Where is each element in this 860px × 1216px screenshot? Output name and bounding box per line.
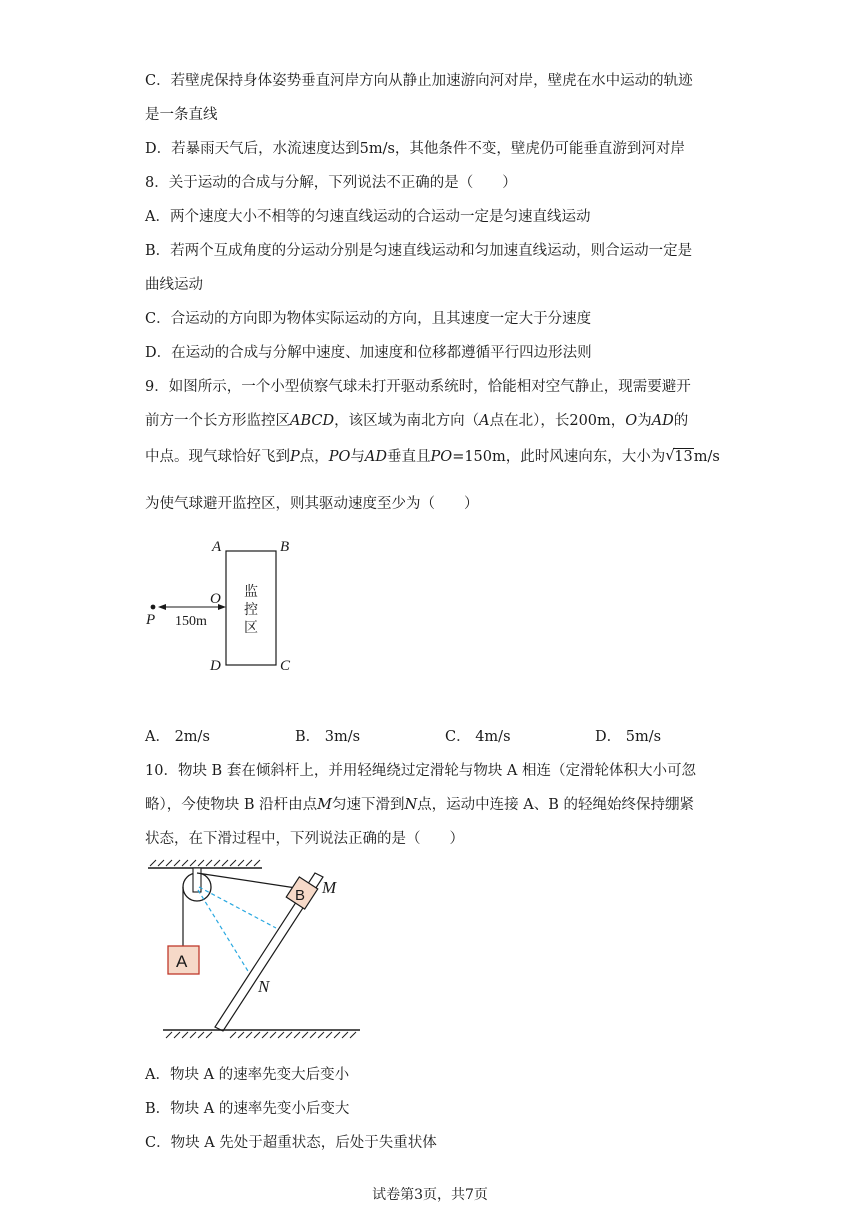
ground-hatch [166,1032,356,1038]
sqrt-symbol: √ 13 [665,446,693,465]
q10-option-b: B．物块 A 的速率先变小后变大 [145,1101,350,1117]
q9-text: m/s [693,449,720,465]
q9-text: 前方一个长方形监控区 [145,413,290,429]
block-a-label: A [176,952,188,971]
q9-var: A [479,413,490,429]
q8-option-d: D．在运动的合成与分解中速度、加速度和位移都遵循平行四边形法则 [145,345,592,361]
q10-text: 略），今使物块 B 沿杆由点 [145,797,318,813]
dashed-rope-1 [199,887,276,928]
zone-char-3: 区 [244,620,258,636]
block-b-label: B [295,887,306,904]
q7-option-c-line2: 是一条直线 [145,107,218,123]
dashed-rope-2 [198,890,251,976]
q7-option-c-line1: C．若壁虎保持身体姿势垂直河岸方向从静止加速游向河对岸，壁虎在水中运动的轨迹 [145,73,693,89]
label-n: N [258,977,270,996]
zone-char-1: 监 [244,584,258,600]
q8-option-c: C．合运动的方向即为物体实际运动的方向，且其速度一定大于分速度 [145,311,592,327]
q8-option-b-line1: B．若两个互成角度的分运动分别是匀速直线运动和匀加速直线运动，则合运动一定是 [145,243,693,259]
q10-var: M [317,797,332,813]
q9-text: 点在北），长200m， [489,413,626,429]
zone-char-2: 控 [244,602,258,618]
label-b: B [280,539,290,555]
q9-text: 点， [299,449,329,465]
label-o: O [210,591,221,607]
q10-var: N [404,797,418,813]
q10-text: 匀速下滑到 [331,797,405,813]
q10-option-a: A．物块 A 的速率先变大后变小 [145,1067,350,1083]
q9-var: O [625,413,638,429]
q9-stem-line1: 9．如图所示，一个小型侦察气球未打开驱动系统时，恰能相对空气静止，现需要避开 [145,379,691,395]
q9-text: 为 [637,413,652,429]
page-footer: 试卷第3页，共7页 [372,1187,488,1203]
q8-option-a: A．两个速度大小不相等的匀速直线运动的合运动一定是匀速直线运动 [145,209,591,225]
label-c: C [280,658,291,674]
q9-var: ABCD [290,413,335,429]
q9-text: ，该区域为南北方向（ [334,413,480,429]
label-m: M [322,878,337,897]
q10-stem-line3: 状态，在下滑过程中，下列说法正确的是（ ） [145,831,464,847]
q9-text: =150m，此时风速向东，大小为 [452,449,666,465]
q7-option-d: D．若暴雨天气后，水流速度达到5m/s，其他条件不变，壁虎仍可能垂直游到河对岸 [145,141,685,157]
distance-label: 150m [175,614,207,629]
q9-text: 中点。现气球恰好飞到 [145,449,290,465]
label-p: P [146,612,156,628]
ceiling-hatch [150,860,260,866]
pulley-mount [193,868,201,892]
q9-var: AD [364,449,388,465]
q9-option-c: C． 4m/s [445,729,511,745]
rope-to-b [197,873,296,888]
label-a: A [212,539,222,555]
q9-option-d: D． 5m/s [595,729,662,745]
q10-text: 点，运动中连接 A、B 的轻绳始终保持绷紧 [417,797,695,813]
q9-text: 垂直且 [387,449,431,465]
q8-stem: 8．关于运动的合成与分解，下列说法不正确的是（ ） [145,175,517,191]
q9-var: PO [328,449,351,465]
q8-option-b-line2: 曲线运动 [145,277,203,293]
q9-text: 的 [673,413,689,429]
q9-var: PO [430,449,453,465]
label-d: D [210,658,221,674]
q9-option-b: B． 3m/s [295,729,361,745]
q9-var: P [290,449,300,465]
q9-text: 与 [350,449,365,465]
q9-option-a: A． 2m/s [145,729,210,745]
q10-option-c: C．物块 A 先处于超重状态，后处于失重状体 [145,1135,437,1151]
q9-stem-line4: 为使气球避开监控区，则其驱动速度至少为（ ） [145,496,479,512]
q9-var: AD [651,413,674,429]
q10-stem-line1: 10．物块 B 套在倾斜杆上，并用轻绳绕过定滑轮与物块 A 相连（定滑轮体积大小可忽 [145,763,697,779]
